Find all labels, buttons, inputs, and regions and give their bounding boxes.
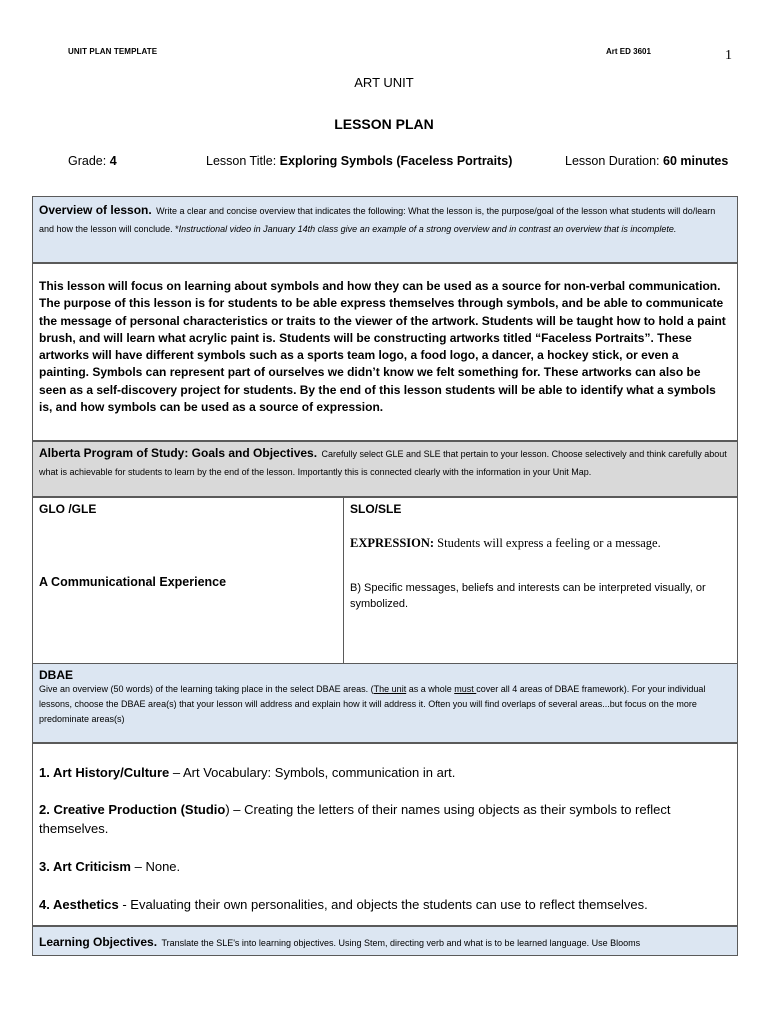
dbae-item-label: 4. Aesthetics (39, 897, 119, 912)
dbae-item-aesthetics (39, 895, 731, 914)
dbae-instr-part2: as a whole (406, 684, 455, 694)
learning-objectives-instructions: Translate the SLE's into learning objectives. Using Stem, directing verb and what is to be learned language. Use Blooms (161, 938, 641, 948)
slo-item-b: B) Specific messages, beliefs and interests can be interpreted visually, or symbolized. (350, 582, 706, 610)
art-unit-heading: ART UNIT (354, 75, 414, 90)
overview-instructions: Write a clear and concise overview that indicates the following: What the lesson is, the purpose/goal of the lesson what students will do/learn and how the lesson will conclude. * (39, 206, 716, 234)
page-number: 1 (725, 48, 732, 63)
dbae-instr-unit: The unit (373, 684, 407, 694)
lesson-plan-heading: LESSON PLAN (334, 116, 434, 132)
lesson-title-label: Lesson Title: (206, 154, 277, 168)
grade-field (68, 154, 117, 168)
lesson-title-value: Exploring Symbols (Faceless Portraits) (279, 154, 513, 168)
dbae-item-label: 2. Creative Production (Studio (39, 802, 226, 817)
header-course-code: Art ED 3601 (606, 47, 651, 56)
slo-heading: SLO/SLE (350, 502, 402, 516)
dbae-item-art-history (39, 763, 731, 782)
dbae-body-cell (32, 743, 738, 926)
overview-title: Overview of lesson. (39, 203, 152, 217)
alberta-header-cell (32, 441, 738, 497)
glo-cell (32, 497, 344, 664)
grade-label: Grade: (68, 154, 107, 168)
header-unit-plan-template: UNIT PLAN TEMPLATE (68, 47, 158, 56)
alberta-title: Alberta Program of Study: Goals and Objectives. (39, 446, 318, 460)
dbae-item-text: – None. (131, 859, 181, 874)
lesson-duration-label: Lesson Duration: (565, 154, 660, 168)
dbae-item-text: - Evaluating their own personalities, and objects the students can use to reflect themselves. (118, 897, 648, 912)
glo-heading: GLO /GLE (39, 502, 97, 516)
dbae-instr-must: must (454, 684, 477, 694)
overview-body-text: This lesson will focus on learning about symbols and how they can be used as a source for non-verbal communication. The purpose of this lesson is for students to be able express themselves through symbols, and be able to communicate the message of personal characteristics or traits to the viewer of the artwork. Students will be taught how to hold a paint brush, and will learn what acrylic paint is. Students will be constructing artworks titled “Faceless Portraits”. These artworks will have different symbols such as a sports team logo, a food logo, a dancer, a hockey stick, or even a painting. Symbols can represent part of ourselves we didn’t know we felt something for. These artworks can also be seen as a self-discovery project for students. By the end of this lesson students will be able to identify what a symbols is, and how symbols can be used as a source of expression. (39, 279, 726, 415)
dbae-title: DBAE (39, 668, 74, 682)
dbae-instr-part3: cover all 4 areas of DBAE framework). For your individual lessons, choose the DBAE area(s) that your lesson will address and explain how it will address it. Often you will find overlaps of several areas...but focus on the more predominate areas(s) (39, 684, 706, 724)
alberta-instructions: Carefully select GLE and SLE that pertain to your lesson. Choose selectively and think carefully about what is achievable for students to learn by the end of the lesson. Importantly this is connected clearly with the information in your Unit Map. (39, 449, 727, 477)
lesson-duration-field (565, 154, 728, 168)
dbae-instr-part1: Give an overview (50 words) of the learning taking place in the select DBAE areas. ( (39, 684, 374, 694)
overview-instructions-italic: Instructional video in January 14th class give an example of a strong overview and in contrast an overview that is incomplete. (178, 224, 677, 234)
learning-objectives-title: Learning Objectives. (39, 935, 158, 949)
slo-expression-text: Students will express a feeling or a message. (437, 536, 661, 550)
glo-value: A Communicational Experience (39, 575, 227, 589)
dbae-item-art-criticism (39, 857, 731, 876)
dbae-item-text: – Art Vocabulary: Symbols, communication in art. (169, 765, 456, 780)
overview-body-cell (32, 263, 738, 441)
overview-header-cell (32, 196, 738, 263)
dbae-instructions (39, 682, 731, 727)
grade-value: 4 (109, 154, 117, 168)
learning-objectives-header-cell (32, 926, 738, 956)
slo-cell (343, 497, 738, 664)
lesson-duration-value: 60 minutes (663, 154, 729, 168)
slo-expression (350, 536, 661, 551)
dbae-header-cell (32, 663, 738, 743)
dbae-item-label: 1. Art History/Culture (39, 765, 170, 780)
slo-expression-label: EXPRESSION: (350, 536, 435, 550)
dbae-item-creative-production (39, 800, 731, 838)
lesson-title-field (206, 154, 512, 168)
dbae-item-label: 3. Art Criticism (39, 859, 131, 874)
dbae-item-text: ) – Creating the letters of their names using objects as their symbols to reflect themselves. (39, 802, 671, 836)
